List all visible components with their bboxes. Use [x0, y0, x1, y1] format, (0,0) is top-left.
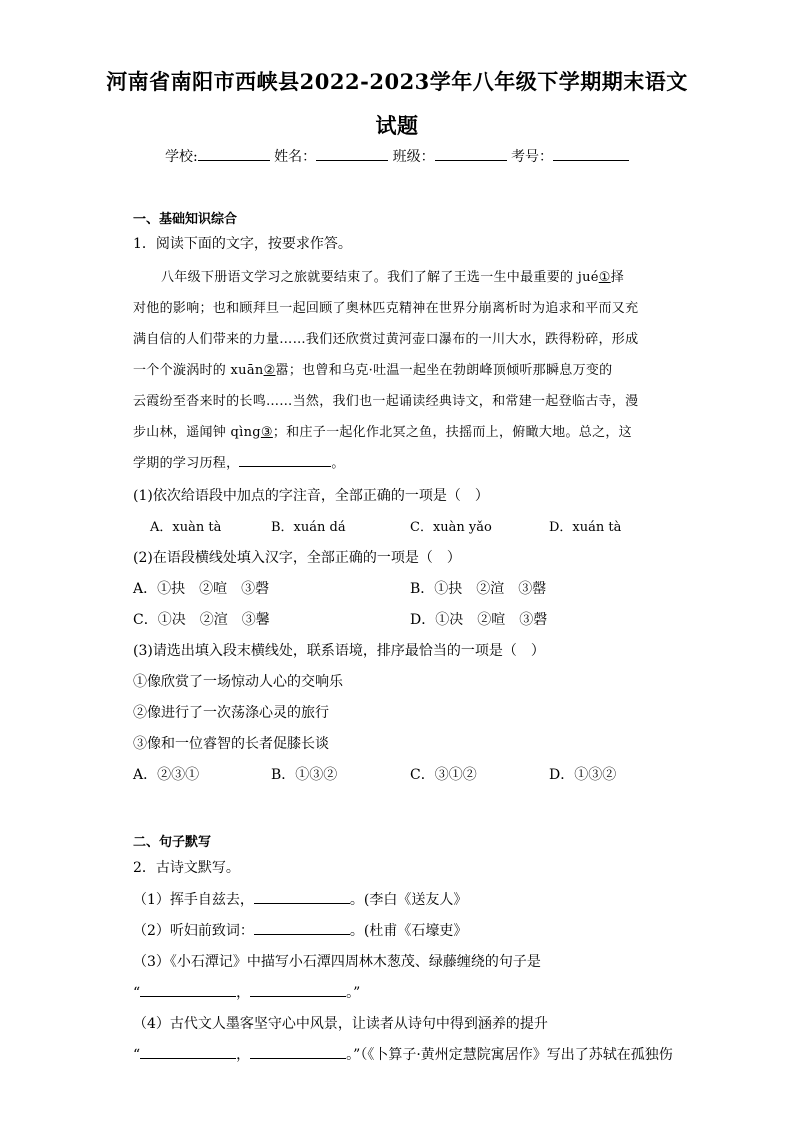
option-b[interactable]: B．xuán dá [271, 520, 346, 535]
question-1: 1．阅读下面的文字，按要求作答。 [133, 236, 352, 252]
passage-line: 八年级下册语文学习之旅就要结束了。我们了解了王选一生中最重要的 jué①择 [161, 270, 625, 285]
option-d[interactable]: D．①决 ②喧 ③磬 [410, 612, 548, 628]
section-heading-2: 二、句子默写 [133, 835, 212, 850]
answer-blank[interactable] [250, 983, 346, 997]
blank-marker-1: ① [598, 270, 611, 285]
page-title-line2: 试题 [375, 113, 419, 138]
exam-no-field[interactable] [553, 146, 629, 161]
answer-blank[interactable] [140, 983, 236, 997]
recite-line: （4）古代文人墨客坚守心中风景，让读者从诗句中得到涵养的提升 [133, 1016, 548, 1032]
option-d[interactable]: D．①③② [549, 767, 617, 783]
passage-line: 学期的学习历程， 。 [133, 452, 345, 471]
student-info-row [0, 146, 794, 166]
name-label: 姓名： [274, 149, 317, 165]
recite-line: （3）《小石潭记》中描写小石潭四周林木葱茂、绿藤缠绕的句子是 [133, 954, 541, 970]
sub-question-1: (1)依次给语段中加点的字注音，全部正确的一项是（ ） [133, 488, 489, 504]
class-field[interactable] [435, 146, 507, 161]
passage-line: 一个个漩涡时的 xuān②嚣；也曾和乌克·吐温一起坐在勃朗峰顶倾听那瞬息万变的 [133, 363, 613, 378]
option-c[interactable]: C．xuàn yǎo [410, 520, 492, 535]
option-c[interactable]: C．①决 ②渲 ③馨 [133, 612, 270, 628]
option-c[interactable]: C．③①② [410, 767, 477, 783]
recite-line: （2）听妇前致词： 。(杜甫《石壕吏》 [133, 923, 468, 939]
passage-line: 云霞纷至沓来时的长鸣……当然，我们也一起诵读经典诗文，和常建一起登临古寺，漫 [133, 394, 639, 409]
sub-question-2: (2)在语段横线处填入汉字，全部正确的一项是（ ） [133, 550, 461, 566]
sentence-item: ②像进行了一次荡涤心灵的旅行 [133, 705, 329, 721]
section-heading-1: 一、基础知识综合 [133, 212, 238, 227]
option-b[interactable]: B．①抉 ②渲 ③罄 [410, 581, 547, 597]
option-d[interactable]: D．xuán tà [549, 520, 622, 535]
answer-blank[interactable] [250, 1045, 346, 1059]
exam-no-label: 考号： [511, 149, 554, 165]
class-label: 班级： [392, 149, 435, 165]
blank-marker-3: ③ [260, 425, 273, 440]
passage-end-blank[interactable] [239, 452, 331, 467]
recite-quote: “ ， 。” [133, 985, 361, 1001]
answer-blank[interactable] [254, 890, 350, 904]
question-2: 2．古诗文默写。 [133, 860, 240, 876]
school-field[interactable] [198, 146, 270, 161]
passage-line: 步山林，遥闻钟 qìng③；和庄子一起化作北冥之鱼，扶摇而上，俯瞰大地。总之，这 [133, 425, 632, 440]
name-field[interactable] [316, 146, 388, 161]
page-title: 河南省南阳市西峡县2022-2023学年八年级下学期期末语文 [106, 69, 688, 94]
answer-blank[interactable] [140, 1045, 236, 1059]
passage-line: 满自信的人们带来的力量……我们还欣赏过黄河壶口瀑布的一川大水，跌得粉碎，形成 [133, 332, 639, 347]
option-a[interactable]: A．①抉 ②喧 ③磬 [133, 581, 270, 597]
option-a[interactable]: A．②③① [133, 767, 200, 783]
school-label: 学校: [164, 149, 198, 165]
blank-marker-2: ② [263, 363, 276, 378]
recite-quote: “ ， 。”（《卜算子·黄州定慧院寓居作》写出了苏轼在孤独伤 [133, 1047, 673, 1063]
sub-question-3: (3)请选出填入段末横线处，联系语境，排序最恰当的一项是（ ） [133, 643, 545, 659]
recite-line: （1）挥手自兹去， 。(李白《送友人》 [133, 892, 468, 908]
answer-blank[interactable] [254, 921, 350, 935]
passage-line: 对他的影响；也和顾拜旦一起回顾了奥林匹克精神在世界分崩离析时为追求和平而又充 [133, 301, 639, 316]
option-a[interactable]: A．xuàn tà [150, 520, 222, 535]
sentence-item: ①像欣赏了一场惊动人心的交响乐 [133, 674, 343, 690]
sentence-item: ③像和一位睿智的长者促膝长谈 [133, 736, 329, 752]
option-b[interactable]: B．①③② [271, 767, 338, 783]
